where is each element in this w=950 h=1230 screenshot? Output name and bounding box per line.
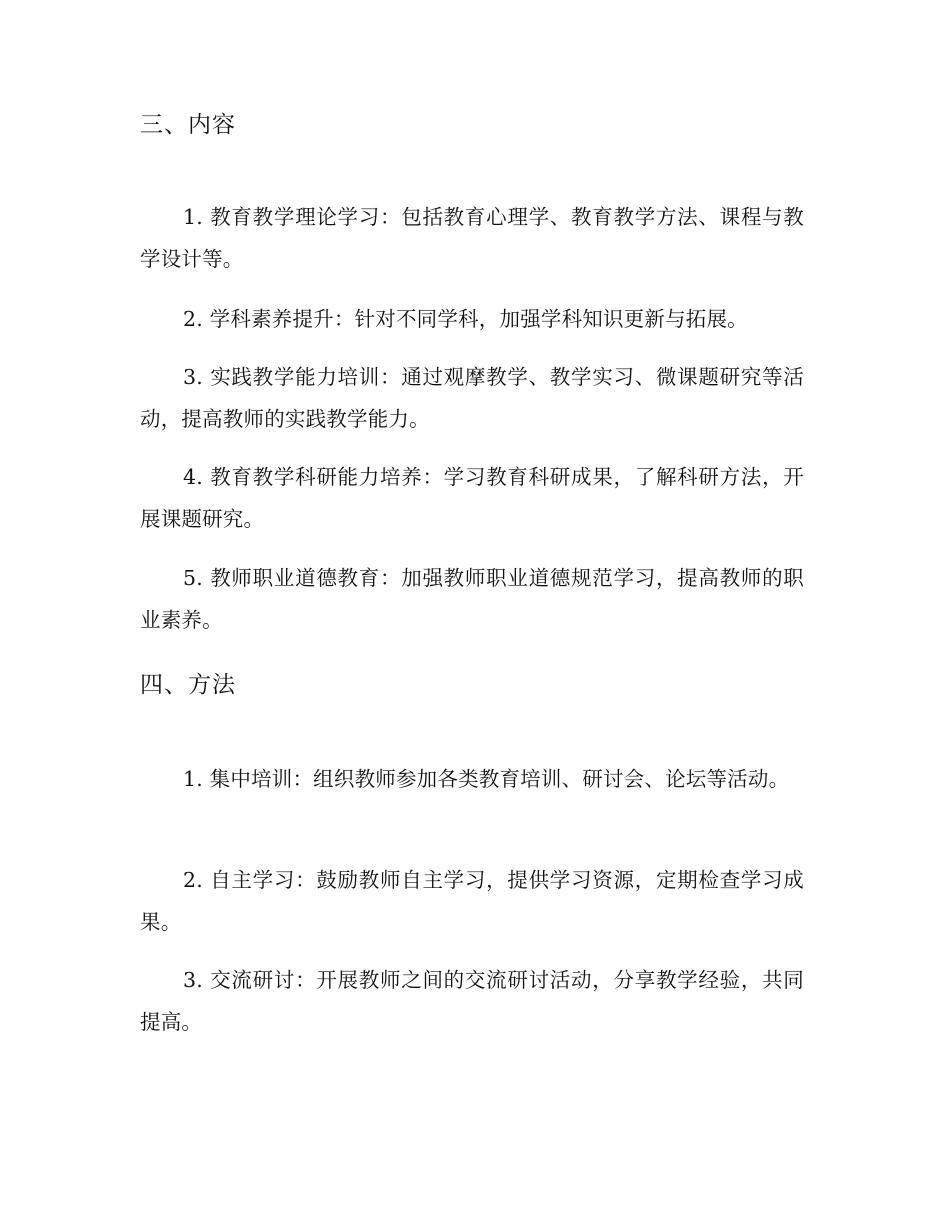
- method-item-1: 1. 集中培训：组织教师参加各类教育培训、研讨会、论坛等活动。: [183, 767, 790, 791]
- section-heading-content: 三、内容: [140, 112, 236, 138]
- section-heading-methods: 四、方法: [140, 672, 236, 698]
- content-item-2: 2. 学科素养提升：针对不同学科，加强学科知识更新与拓展。: [183, 307, 748, 331]
- content-item-4: 4. 教育教学科研能力培养：学习教育科研成果，了解科研方法，开展课题研究。: [140, 465, 804, 531]
- method-item-2: 2. 自主学习：鼓励教师自主学习，提供学习资源，定期检查学习成果。: [140, 868, 804, 934]
- content-item-3: 3. 实践教学能力培训：通过观摩教学、教学实习、微课题研究等活动，提高教师的实践教学能力。: [140, 365, 804, 431]
- content-item-5: 5. 教师职业道德教育：加强教师职业道德规范学习，提高教师的职业素养。: [140, 566, 804, 632]
- content-item-1: 1. 教育教学理论学习：包括教育心理学、教育教学方法、课程与教学设计等。: [140, 205, 804, 271]
- method-item-3: 3. 交流研讨：开展教师之间的交流研讨活动，分享教学经验，共同提高。: [140, 968, 804, 1034]
